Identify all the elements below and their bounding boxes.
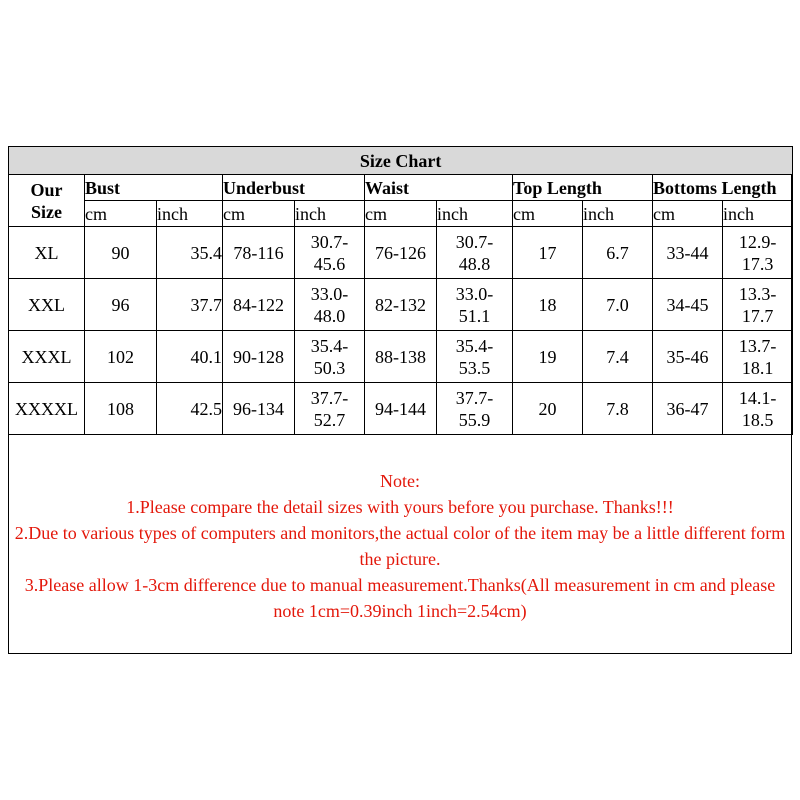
top-length-inch-cell: 7.4 (583, 331, 653, 383)
bust-inch-cell: 35.4 (157, 227, 223, 279)
bust-cm-cell: 96 (85, 279, 157, 331)
note-block (8, 468, 792, 624)
top-length-inch-cell: 6.7 (583, 227, 653, 279)
note-line-1: 1.Please compare the detail sizes with yours before you purchase. Thanks!!! (126, 497, 674, 517)
waist-inch-cell (437, 279, 513, 331)
underbust-cm-cell: 78-116 (223, 227, 295, 279)
bust-inch-cell: 42.5 (157, 383, 223, 435)
range-start: 14.1- (738, 387, 777, 408)
group-header-top-length: Top Length (513, 175, 653, 201)
table-row (9, 383, 793, 435)
range-start: 30.7- (310, 231, 349, 252)
range-end: 52.7 (313, 409, 346, 430)
group-header-bust: Bust (85, 175, 223, 201)
our-size-line1: Our (30, 179, 63, 200)
unit-header-cm: cm (365, 201, 437, 227)
top-length-cm-cell: 18 (513, 279, 583, 331)
unit-header-inch: inch (295, 201, 365, 227)
range-end: 48.0 (313, 305, 346, 326)
waist-inch-cell (437, 227, 513, 279)
waist-inch-cell (437, 383, 513, 435)
range-start: 33.0- (310, 283, 349, 304)
bottoms-length-inch-cell (723, 279, 793, 331)
size-chart-table (8, 146, 793, 435)
bottoms-length-inch-cell (723, 383, 793, 435)
range-end: 48.8 (458, 253, 491, 274)
range-start: 35.4- (455, 335, 494, 356)
bottoms-length-inch-cell (723, 227, 793, 279)
underbust-inch-cell (295, 383, 365, 435)
top-length-cm-cell: 19 (513, 331, 583, 383)
unit-header-inch: inch (437, 201, 513, 227)
range-end: 53.5 (458, 357, 491, 378)
note-line-2: 2.Due to various types of computers and monitors,the actual color of the item may be a little different form the picture. (14, 523, 786, 569)
waist-cm-cell: 76-126 (365, 227, 437, 279)
waist-inch-cell (437, 331, 513, 383)
unit-header-cm: cm (653, 201, 723, 227)
underbust-cm-cell: 90-128 (223, 331, 295, 383)
size-cell: XXXL (9, 331, 85, 383)
bust-inch-cell: 40.1 (157, 331, 223, 383)
range-start: 30.7- (455, 231, 494, 252)
bust-cm-cell: 90 (85, 227, 157, 279)
range-start: 35.4- (310, 335, 349, 356)
table-row (9, 331, 793, 383)
bottoms-length-cm-cell: 33-44 (653, 227, 723, 279)
our-size-line2: Size (31, 201, 62, 222)
group-header-underbust: Underbust (223, 175, 365, 201)
bottoms-length-cm-cell: 35-46 (653, 331, 723, 383)
range-start: 37.7- (455, 387, 494, 408)
size-cell: XXXXL (9, 383, 85, 435)
table-row (9, 279, 793, 331)
unit-header-cm: cm (513, 201, 583, 227)
range-start: 37.7- (310, 387, 349, 408)
top-length-inch-cell: 7.0 (583, 279, 653, 331)
bottoms-length-cm-cell: 36-47 (653, 383, 723, 435)
range-end: 17.7 (741, 305, 774, 326)
top-length-cm-cell: 17 (513, 227, 583, 279)
top-length-inch-cell: 7.8 (583, 383, 653, 435)
underbust-cm-cell: 84-122 (223, 279, 295, 331)
range-end: 18.5 (741, 409, 774, 430)
unit-header-inch: inch (157, 201, 223, 227)
table-row (9, 227, 793, 279)
bust-inch-cell: 37.7 (157, 279, 223, 331)
unit-header-inch: inch (723, 201, 793, 227)
chart-title: Size Chart (9, 147, 793, 175)
group-header-bottoms-length: Bottoms Length (653, 175, 793, 201)
top-length-cm-cell: 20 (513, 383, 583, 435)
underbust-inch-cell (295, 279, 365, 331)
range-end: 17.3 (741, 253, 774, 274)
size-cell: XXL (9, 279, 85, 331)
range-end: 18.1 (741, 357, 774, 378)
bottoms-length-cm-cell: 34-45 (653, 279, 723, 331)
range-end: 51.1 (458, 305, 491, 326)
unit-header-cm: cm (85, 201, 157, 227)
bottoms-length-inch-cell (723, 331, 793, 383)
note-heading: Note: (380, 471, 420, 491)
underbust-cm-cell: 96-134 (223, 383, 295, 435)
range-start: 13.3- (738, 283, 777, 304)
unit-header-cm: cm (223, 201, 295, 227)
range-end: 55.9 (458, 409, 491, 430)
bust-cm-cell: 102 (85, 331, 157, 383)
range-start: 13.7- (738, 335, 777, 356)
size-cell: XL (9, 227, 85, 279)
range-end: 50.3 (313, 357, 346, 378)
underbust-inch-cell (295, 331, 365, 383)
range-end: 45.6 (313, 253, 346, 274)
range-start: 12.9- (738, 231, 777, 252)
waist-cm-cell: 88-138 (365, 331, 437, 383)
our-size-header (9, 175, 85, 227)
group-header-waist: Waist (365, 175, 513, 201)
underbust-inch-cell (295, 227, 365, 279)
bust-cm-cell: 108 (85, 383, 157, 435)
range-start: 33.0- (455, 283, 494, 304)
waist-cm-cell: 82-132 (365, 279, 437, 331)
waist-cm-cell: 94-144 (365, 383, 437, 435)
note-line-3: 3.Please allow 1-3cm difference due to manual measurement.Thanks(All measurement in cm and please note 1cm=0.39inch 1inch=2.54cm) (24, 575, 776, 621)
unit-header-inch: inch (583, 201, 653, 227)
